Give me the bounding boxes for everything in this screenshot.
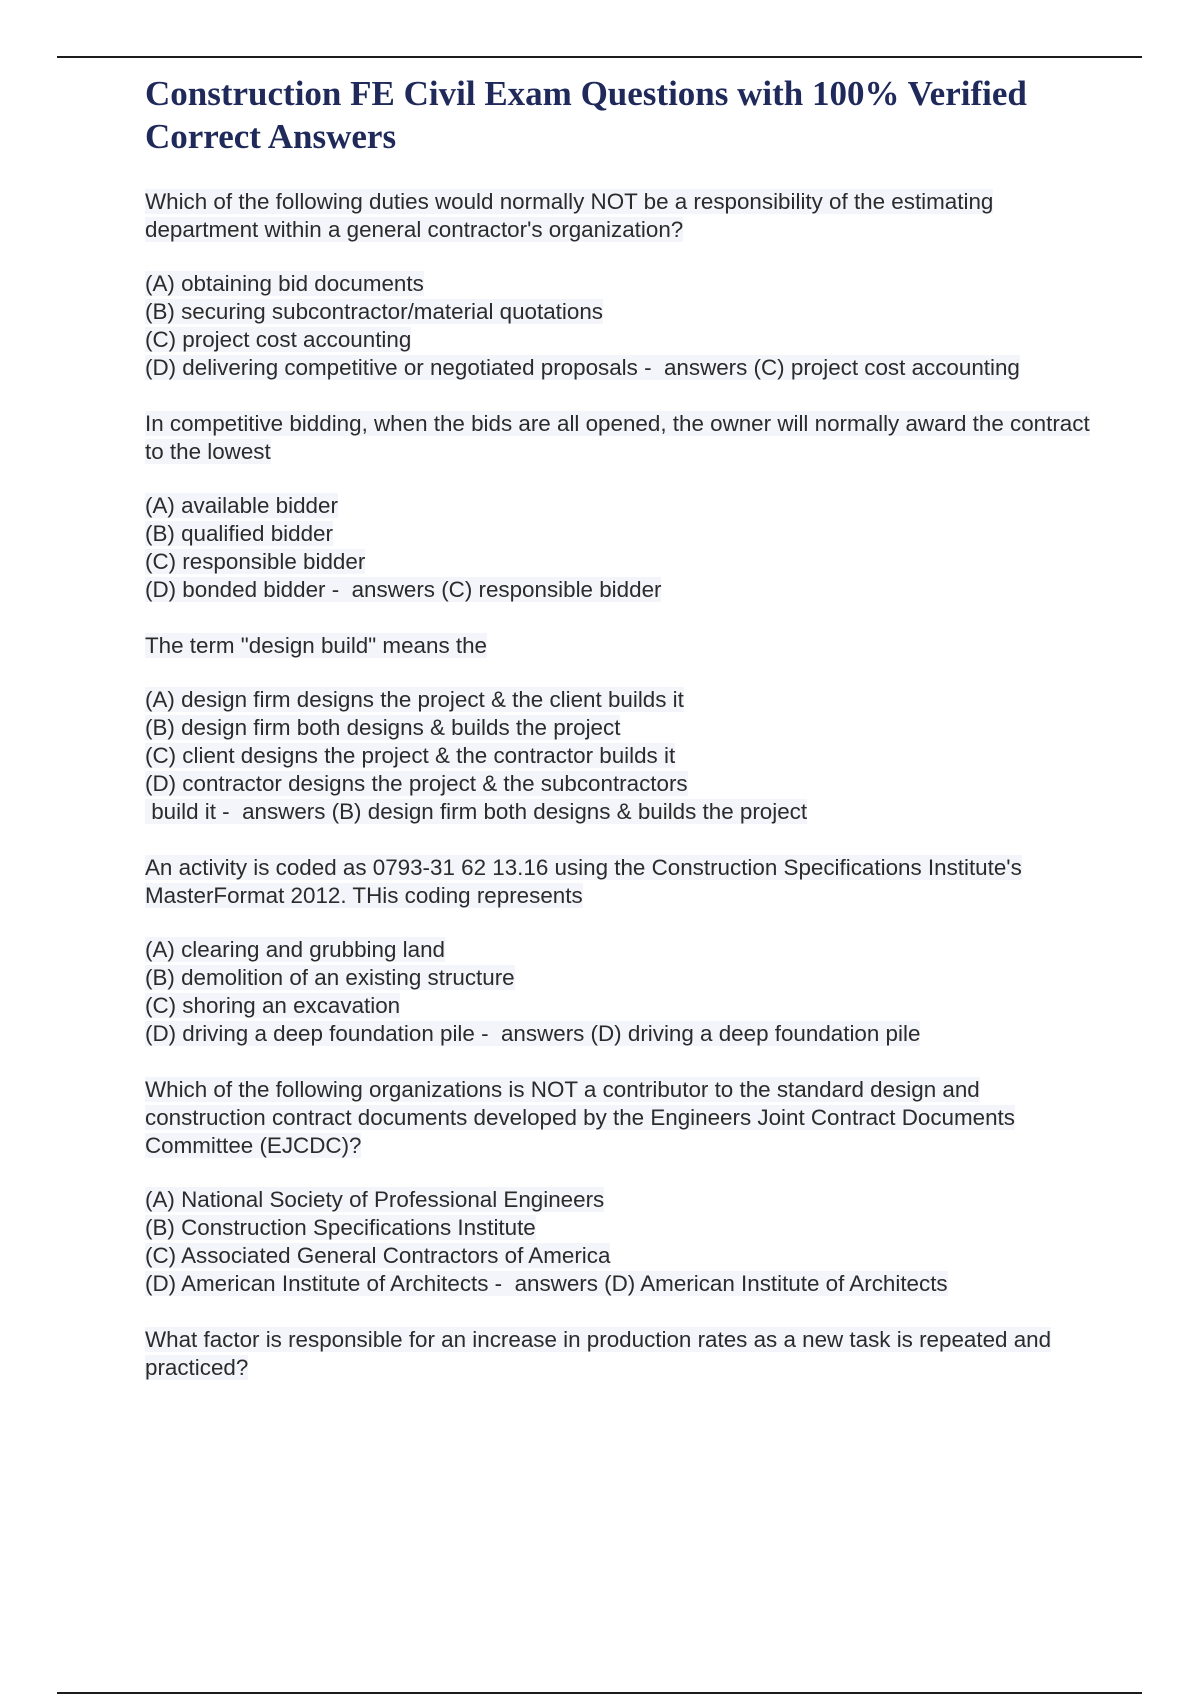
option-line: (D) contractor designs the project & the subcontractors: [145, 771, 688, 796]
option-line: (B) qualified bidder: [145, 521, 333, 546]
option-line: (C) responsible bidder: [145, 549, 366, 574]
question-text: Which of the following duties would normally NOT be a responsibility of the estimating department within a general contractor's organization?: [145, 189, 994, 242]
question-text: What factor is responsible for an increase in production rates as a new task is repeated and practiced?: [145, 1327, 1052, 1380]
footer-rule: [57, 1692, 1142, 1694]
question-text: An activity is coded as 0793-31 62 13.16 using the Construction Specifications Institute's MasterFormat 2012. THis coding represents: [145, 855, 1022, 908]
option-line: (A) National Society of Professional Engineers: [145, 1187, 605, 1212]
option-line: (A) clearing and grubbing land: [145, 937, 445, 962]
option-line: (C) client designs the project & the contractor builds it: [145, 743, 676, 768]
option-line: (C) Associated General Contractors of America: [145, 1243, 611, 1268]
answer-options: [145, 1186, 1105, 1298]
question-block-3: [145, 632, 1105, 826]
question-block-1: [145, 188, 1105, 382]
option-line: (A) available bidder: [145, 493, 338, 518]
option-line: (B) design firm both designs & builds the project: [145, 715, 621, 740]
question-text: In competitive bidding, when the bids are all opened, the owner will normally award the contract to the lowest: [145, 411, 1090, 464]
question-block-5: [145, 1076, 1105, 1298]
option-line: (A) design firm designs the project & the client builds it: [145, 687, 684, 712]
answer-options: [145, 270, 1105, 382]
option-line: (B) securing subcontractor/material quotations: [145, 299, 603, 324]
option-line-with-answer: (D) American Institute of Architects - answers (D) American Institute of Architects: [145, 1271, 948, 1296]
option-line-with-answer: (D) driving a deep foundation pile - answers (D) driving a deep foundation pile: [145, 1021, 921, 1046]
question-text: The term "design build" means the: [145, 633, 487, 658]
answer-options: [145, 686, 1105, 826]
option-line-with-answer: (D) bonded bidder - answers (C) responsible bidder: [145, 577, 662, 602]
answer-options: [145, 936, 1105, 1048]
option-line: (B) demolition of an existing structure: [145, 965, 515, 990]
question-block-2: [145, 410, 1105, 604]
document-body: [145, 72, 1105, 1410]
option-line: (C) shoring an excavation: [145, 993, 401, 1018]
option-line-with-answer: build it - answers (B) design firm both designs & builds the project: [145, 799, 808, 824]
question-block-6: [145, 1326, 1105, 1382]
answer-options: [145, 492, 1105, 604]
header-rule: [57, 56, 1142, 58]
question-block-4: [145, 854, 1105, 1048]
option-line: (B) Construction Specifications Institute: [145, 1215, 536, 1240]
document-title: Construction FE Civil Exam Questions with 100% Verified Correct Answers: [145, 74, 1027, 156]
option-line-with-answer: (D) delivering competitive or negotiated proposals - answers (C) project cost accounting: [145, 355, 1020, 380]
question-text: Which of the following organizations is NOT a contributor to the standard design and construction contract documents developed by the Engineers Joint Contract Documents Committee (EJCDC)?: [145, 1077, 1015, 1158]
option-line: (A) obtaining bid documents: [145, 271, 424, 296]
option-line: (C) project cost accounting: [145, 327, 412, 352]
